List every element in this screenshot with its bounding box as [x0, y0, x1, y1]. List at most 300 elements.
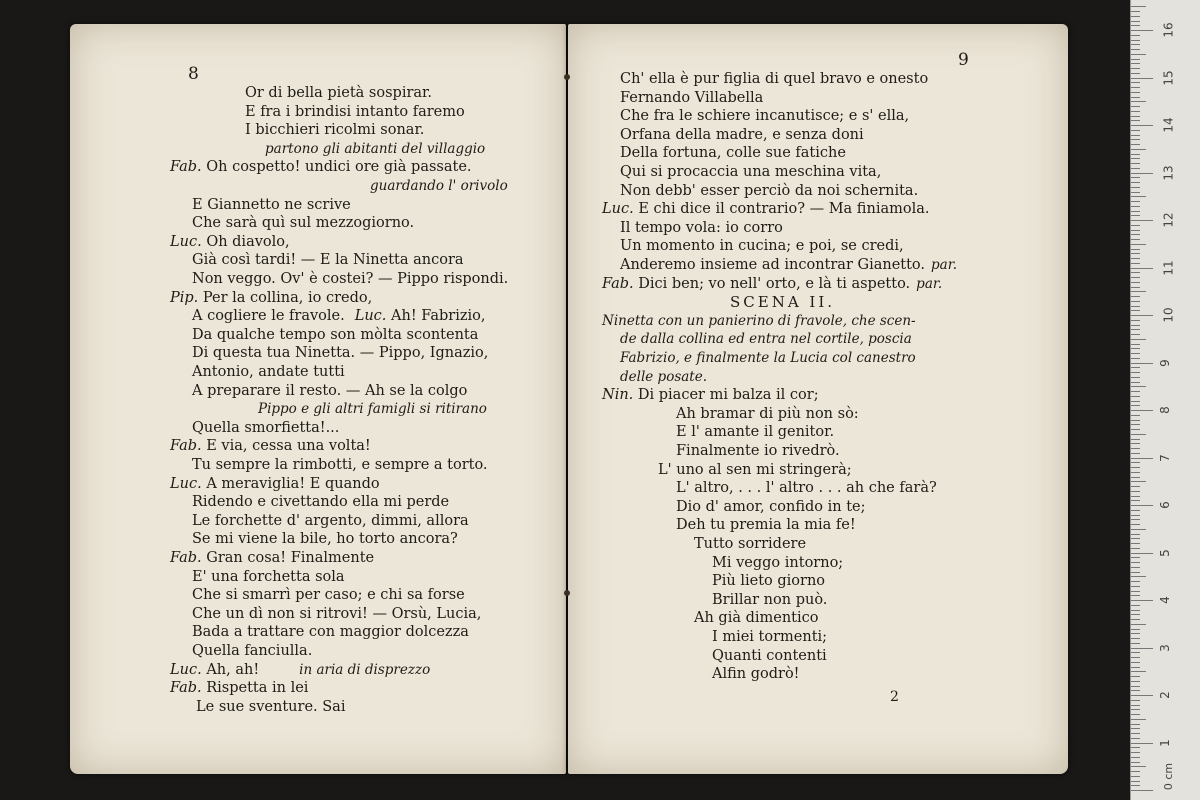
ruler-number: 14: [1161, 117, 1176, 133]
line-text: Dio d' amor, confido in te;: [676, 498, 866, 515]
ruler-tick: [1131, 291, 1146, 292]
ruler-tick: [1131, 657, 1140, 658]
text-line: [676, 442, 840, 460]
ruler-tick: [1131, 149, 1146, 150]
line-text: Fabrizio, e finalmente la Lucia col canestro: [620, 350, 916, 366]
line-text: SCENA II.: [730, 293, 836, 312]
ruler-tick: [1131, 572, 1140, 573]
text-line: [620, 182, 918, 200]
ruler-tick: [1131, 576, 1146, 577]
stage-direction: par.: [916, 275, 943, 292]
ruler-tick: [1131, 557, 1140, 558]
ruler-tick: [1131, 296, 1140, 297]
text-line: [620, 126, 864, 144]
line-text: Il tempo vola: io corro: [620, 219, 783, 236]
line-text: Ch' ella è pur figlia di quel bravo e onesto: [620, 71, 929, 87]
line-text: A preparare il resto. — Ah se la colgo: [192, 382, 468, 399]
ruler-tick: [1131, 344, 1140, 345]
ruler-tick: [1131, 686, 1140, 687]
ruler-tick: [1131, 59, 1140, 60]
line-text: Della fortuna, colle sue fatiche: [620, 145, 846, 162]
line-text: Bada a trattare con maggior dolcezza: [192, 624, 469, 641]
line-text: Gran cosa! Finalmente: [206, 550, 375, 566]
ruler-tick: [1131, 21, 1140, 22]
line-text: Le sue sventure. Sai: [196, 698, 346, 715]
ruler-tick: [1131, 690, 1140, 691]
line-text: partono gli abitanti del villaggio: [265, 140, 486, 157]
line-text: Che fra le schiere incanutisce; e s' ella,: [620, 108, 910, 125]
ruler-number: 13: [1161, 164, 1176, 181]
text-line: [620, 237, 904, 255]
text-line: [602, 200, 929, 218]
ruler-tick: [1131, 610, 1140, 611]
ruler-tick: [1131, 139, 1140, 140]
ruler-tick: [1131, 253, 1140, 254]
ruler-number: 16: [1161, 22, 1176, 38]
ruler-tick: [1131, 424, 1140, 425]
ruler-number: 1: [1157, 738, 1172, 747]
line-text: delle posate.: [620, 368, 707, 385]
ruler-number: 3: [1157, 643, 1172, 652]
ruler-tick: [1131, 434, 1146, 435]
speaker-label: Fab.: [170, 680, 207, 697]
line-text: E fra i brindisi intanto faremo: [245, 103, 465, 120]
ruler-tick: [1131, 671, 1146, 672]
ruler-tick: [1131, 220, 1153, 221]
binding-stitch: [564, 590, 570, 596]
ruler-tick: [1131, 448, 1140, 449]
line-text: Più lieto giorno: [712, 573, 826, 590]
text-line: [192, 270, 508, 288]
ruler-unit-label: 0 cm: [1162, 762, 1176, 791]
text-line: [712, 647, 827, 665]
ruler-number: 5: [1157, 548, 1172, 557]
ruler-tick: [1131, 339, 1146, 340]
ruler-tick: [1131, 548, 1140, 549]
ruler-tick: [1131, 519, 1140, 520]
text-line: [620, 70, 928, 88]
ruler-tick: [1131, 382, 1140, 383]
right-page: [568, 24, 1068, 774]
ruler-tick: [1131, 762, 1140, 763]
text-line: [192, 568, 345, 586]
ruler-tick: [1131, 230, 1140, 231]
ruler-tick: [1131, 477, 1140, 478]
ruler-tick: [1131, 301, 1140, 302]
ruler-tick: [1131, 534, 1140, 535]
ruler-tick: [1131, 481, 1146, 482]
line-text: Ah! Fabrizio,: [391, 308, 486, 325]
text-line: [192, 344, 488, 362]
ruler-tick: [1131, 130, 1140, 131]
text-line: [620, 219, 783, 237]
ruler-tick: [1131, 420, 1140, 421]
ruler-tick: [1131, 196, 1146, 197]
line-text: Ah già dimentico: [694, 610, 819, 627]
ruler-tick: [1131, 714, 1140, 715]
ruler-tick: [1131, 695, 1153, 696]
ruler-tick: [1131, 781, 1140, 782]
speaker-label: Fab.: [602, 275, 639, 292]
ruler-tick: [1131, 244, 1146, 245]
ruler-tick: [1131, 733, 1140, 734]
line-text: E chi dice il contrario? — Ma finiamola.: [638, 201, 930, 218]
ruler-tick: [1131, 92, 1140, 93]
ruler-tick: [1131, 282, 1140, 283]
text-line: [265, 140, 485, 158]
ruler-tick: [1131, 225, 1140, 226]
ruler-tick: [1131, 372, 1140, 373]
ruler-tick: [1131, 790, 1153, 791]
line-text: E Giannetto ne scrive: [192, 196, 351, 213]
text-line: [192, 196, 351, 214]
ruler-tick: [1131, 11, 1140, 12]
ruler-tick: [1131, 629, 1140, 630]
text-line: [712, 665, 800, 683]
text-line: [192, 326, 478, 344]
text-line: [620, 89, 763, 107]
line-text: Rispetta in lei: [206, 680, 309, 697]
left-page: [70, 24, 566, 774]
ruler-tick: [1131, 605, 1140, 606]
line-text: Che un dì non si ritrovi! — Orsù, Lucia,: [192, 605, 482, 622]
ruler-tick: [1131, 44, 1140, 45]
text-line: [620, 107, 909, 125]
ruler-tick: [1131, 667, 1140, 668]
ruler-number: 12: [1161, 212, 1176, 228]
ruler-tick: [1131, 591, 1140, 592]
speaker-label: Nin.: [602, 387, 638, 404]
line-text: Non debb' esser perciò da noi schernita.: [620, 182, 919, 199]
ruler-tick: [1131, 515, 1140, 516]
ruler-tick: [1131, 6, 1146, 7]
ruler-tick: [1131, 486, 1140, 487]
line-text: de dalla collina ed entra nel cortile, poscia: [620, 331, 912, 348]
ruler-tick: [1131, 472, 1140, 473]
speaker-label: Luc.: [170, 233, 207, 250]
line-text: Brillar non può.: [712, 591, 828, 608]
ruler-tick: [1131, 320, 1140, 321]
ruler-tick: [1131, 68, 1140, 69]
ruler-number: 10: [1161, 307, 1176, 323]
line-text: Oh cospetto! undici ore già passate.: [206, 159, 472, 176]
text-line: [712, 628, 827, 646]
ruler-tick: [1131, 35, 1140, 36]
ruler-tick: [1131, 415, 1140, 416]
ruler-tick: [1131, 272, 1140, 273]
ruler-tick: [1131, 771, 1140, 772]
ruler-tick: [1131, 728, 1140, 729]
line-text: Quella smorfietta!...: [192, 419, 340, 436]
line-text: Alfin godrò!: [712, 666, 800, 683]
line-text: Che sarà quì sul mezzogiorno.: [192, 215, 415, 232]
ruler-tick: [1131, 652, 1140, 653]
line-text: Già così tardi! — E la Ninetta ancora: [192, 252, 464, 269]
line-text: Di piacer mi balza il cor;: [637, 387, 819, 404]
line-text: E via, cessa una volta!: [206, 438, 371, 455]
speaker-label: Luc.: [170, 475, 207, 492]
ruler-tick: [1131, 443, 1140, 444]
ruler-tick: [1131, 453, 1140, 454]
ruler-tick: [1131, 310, 1140, 311]
text-line: [192, 214, 414, 232]
line-text: Da qualche tempo son mòlta scontenta: [192, 326, 479, 343]
ruler-tick: [1131, 263, 1140, 264]
ruler-tick: [1131, 192, 1140, 193]
text-line: [170, 289, 372, 307]
ruler-tick: [1131, 306, 1140, 307]
page-number: 8: [188, 64, 199, 84]
line-text: Mi veggo intorno;: [712, 554, 844, 571]
ruler-tick: [1131, 500, 1140, 501]
ruler-tick: [1131, 567, 1140, 568]
text-line: [676, 479, 937, 497]
ruler-tick: [1131, 135, 1140, 136]
ruler-tick: [1131, 239, 1140, 240]
text-line: [694, 535, 806, 553]
ruler-tick: [1131, 757, 1140, 758]
line-text: Che si smarrì per caso; e chi sa forse: [192, 587, 465, 604]
text-line: [620, 256, 957, 274]
text-line: [192, 605, 481, 623]
ruler-tick: [1131, 182, 1140, 183]
ruler-tick: [1131, 49, 1140, 50]
ruler-tick: [1131, 510, 1140, 511]
ruler-tick: [1131, 776, 1140, 777]
ruler-tick: [1131, 462, 1140, 463]
ruler-tick: [1131, 16, 1140, 17]
ruler-tick: [1131, 234, 1140, 235]
text-line: [170, 437, 371, 455]
ruler-tick: [1131, 633, 1140, 634]
ruler-tick: [1131, 367, 1140, 368]
line-text: Fernando Villabella: [620, 89, 764, 106]
text-line: [245, 121, 424, 139]
ruler-tick: [1131, 391, 1140, 392]
ruler-tick: [1131, 766, 1146, 767]
line-text: guardando l' orivolo: [370, 178, 508, 194]
ruler-number: 8: [1157, 406, 1172, 414]
ruler-tick: [1131, 87, 1140, 88]
page-number: 9: [958, 50, 969, 70]
ruler-tick: [1131, 101, 1146, 102]
line-text: Dici ben; vo nell' orto, e là ti aspetto.: [638, 275, 911, 292]
line-text: Tutto sorridere: [694, 536, 807, 552]
text-line: [192, 623, 469, 641]
ruler-tick: [1131, 719, 1146, 720]
text-line: [192, 642, 312, 660]
ruler-tick: [1131, 676, 1140, 677]
ruler-tick: [1131, 144, 1140, 145]
line-text: Di questa tua Ninetta. — Pippo, Ignazio,: [192, 345, 489, 362]
speaker-label: Luc.: [602, 201, 639, 218]
speaker-label: Luc.: [170, 661, 207, 678]
text-line: [170, 549, 374, 567]
line-text: Finalmente io rivedrò.: [676, 443, 840, 459]
text-line: [258, 400, 487, 418]
line-text: Antonio, andate tutti: [192, 364, 345, 380]
ruler-tick: [1131, 662, 1140, 663]
text-line: [192, 586, 465, 604]
ruler-tick: [1131, 705, 1140, 706]
ruler-tick: [1131, 158, 1140, 159]
ruler-tick: [1131, 215, 1140, 216]
ruler-tick: [1131, 358, 1140, 359]
ruler-tick: [1131, 187, 1140, 188]
text-line: [170, 158, 472, 176]
ruler-tick: [1131, 401, 1140, 402]
ruler-tick: [1131, 287, 1140, 288]
speaker-label: Fab.: [170, 550, 207, 566]
ruler-tick: [1131, 600, 1153, 601]
ruler-tick: [1131, 106, 1140, 107]
ruler-tick: [1131, 543, 1140, 544]
ruler-tick: [1131, 643, 1140, 644]
ruler-tick: [1131, 747, 1140, 748]
measuring-ruler: [1130, 0, 1200, 800]
ruler-tick: [1131, 467, 1140, 468]
ruler-tick: [1131, 353, 1140, 354]
line-text: L' altro, . . . l' altro . . . ah che farà?: [676, 480, 937, 497]
text-line: [620, 163, 881, 181]
ruler-tick: [1131, 581, 1140, 582]
line-text: E' una forchetta sola: [192, 568, 345, 585]
line-text: Quella fanciulla.: [192, 643, 313, 659]
ruler-tick: [1131, 82, 1140, 83]
ruler-tick: [1131, 54, 1146, 55]
ruler-tick: [1131, 562, 1140, 563]
ruler-tick: [1131, 173, 1153, 174]
ruler-tick: [1131, 268, 1153, 269]
line-text: Oh diavolo,: [206, 233, 290, 250]
text-line: [676, 516, 856, 534]
stage-direction: in aria di disprezzo: [299, 661, 431, 678]
ruler-tick: [1131, 752, 1140, 753]
line-text: Per la collina, io credo,: [202, 289, 373, 306]
line-text: A meraviglia! E quando: [206, 475, 380, 492]
ruler-tick: [1131, 724, 1140, 725]
ruler-tick: [1131, 154, 1140, 155]
ruler-tick: [1131, 439, 1140, 440]
ruler-tick: [1131, 40, 1140, 41]
ruler-tick: [1131, 386, 1146, 387]
line-text: Le forchette d' argento, dimmi, allora: [192, 512, 469, 529]
ruler-tick: [1131, 429, 1140, 430]
text-line: [170, 475, 380, 493]
ruler-tick: [1131, 700, 1140, 701]
line-text: A cogliere le fravole.: [192, 308, 345, 325]
ruler-tick: [1131, 177, 1140, 178]
text-line: [192, 382, 467, 400]
text-line: [196, 698, 345, 716]
ruler-tick: [1131, 116, 1140, 117]
line-text: Ah bramar di più non sò:: [676, 405, 859, 422]
ruler-tick: [1131, 249, 1140, 250]
text-line: [676, 423, 834, 441]
ruler-tick: [1131, 458, 1153, 459]
text-line: [192, 512, 469, 530]
text-line: [658, 461, 852, 479]
speaker-label: Luc.: [354, 308, 392, 325]
line-text: Anderemo insieme ad incontrar Gianetto.: [620, 257, 926, 273]
ruler-tick: [1131, 120, 1140, 121]
line-text: E l' amante il genitor.: [676, 424, 835, 441]
text-line: [170, 233, 290, 251]
ruler-tick: [1131, 396, 1140, 397]
line-text: Tu sempre la rimbotti, e sempre a torto.: [192, 457, 488, 473]
text-line: [602, 386, 819, 404]
ruler-tick: [1131, 30, 1153, 31]
line-text: Pippo e gli altri famigli si ritirano: [258, 401, 487, 418]
text-line: [170, 679, 308, 697]
ruler-tick: [1131, 785, 1140, 786]
text-line: [192, 419, 339, 437]
ruler-tick: [1131, 553, 1153, 554]
ruler-tick: [1131, 614, 1140, 615]
text-line: [170, 661, 430, 679]
text-line: [245, 84, 432, 102]
ruler-tick: [1131, 619, 1140, 620]
ruler-tick: [1131, 206, 1140, 207]
speaker-label: Fab.: [170, 159, 207, 176]
ruler-tick: [1131, 315, 1153, 316]
ruler-number: 6: [1157, 501, 1172, 509]
stage-direction: par.: [931, 257, 957, 273]
ruler-tick: [1131, 586, 1140, 587]
ruler-tick: [1131, 334, 1140, 335]
ruler-tick: [1131, 377, 1140, 378]
text-line: [730, 293, 835, 311]
ruler-tick: [1131, 681, 1140, 682]
ruler-tick: [1131, 496, 1140, 497]
ruler-tick: [1131, 363, 1153, 364]
ruler-tick: [1131, 648, 1153, 649]
text-line: [192, 251, 464, 269]
line-text: Ah, ah!: [206, 661, 260, 678]
ruler-tick: [1131, 738, 1140, 739]
speaker-label: Fab.: [170, 438, 207, 455]
line-text: Un momento in cucina; e poi, se credi,: [620, 238, 904, 255]
ruler-number: 4: [1157, 596, 1172, 604]
line-text: Deh tu premia la mia fe!: [676, 517, 856, 534]
line-text: I bicchieri ricolmi sonar.: [245, 122, 425, 139]
ruler-tick: [1131, 63, 1140, 64]
text-line: [620, 368, 707, 386]
ruler-number: 2: [1157, 691, 1172, 699]
ruler-tick: [1131, 201, 1140, 202]
ruler-tick: [1131, 491, 1140, 492]
ruler-tick: [1131, 329, 1140, 330]
text-line: [192, 307, 485, 325]
ruler-tick: [1131, 277, 1140, 278]
ruler-tick: [1131, 348, 1140, 349]
text-line: [712, 572, 825, 590]
text-line: [602, 312, 916, 330]
ruler-tick: [1131, 111, 1140, 112]
line-text: Non veggo. Ov' è costei? — Pippo rispondi.: [192, 271, 509, 287]
text-line: [192, 363, 345, 381]
text-line: [192, 493, 449, 511]
ruler-tick: [1131, 125, 1153, 126]
ruler-tick: [1131, 97, 1140, 98]
text-line: [676, 498, 866, 516]
text-line: [620, 349, 916, 367]
line-text: Quanti contenti: [712, 647, 827, 664]
ruler-tick: [1131, 25, 1140, 26]
text-line: [694, 609, 819, 627]
ruler-number: 15: [1161, 69, 1176, 86]
ruler-tick: [1131, 325, 1140, 326]
